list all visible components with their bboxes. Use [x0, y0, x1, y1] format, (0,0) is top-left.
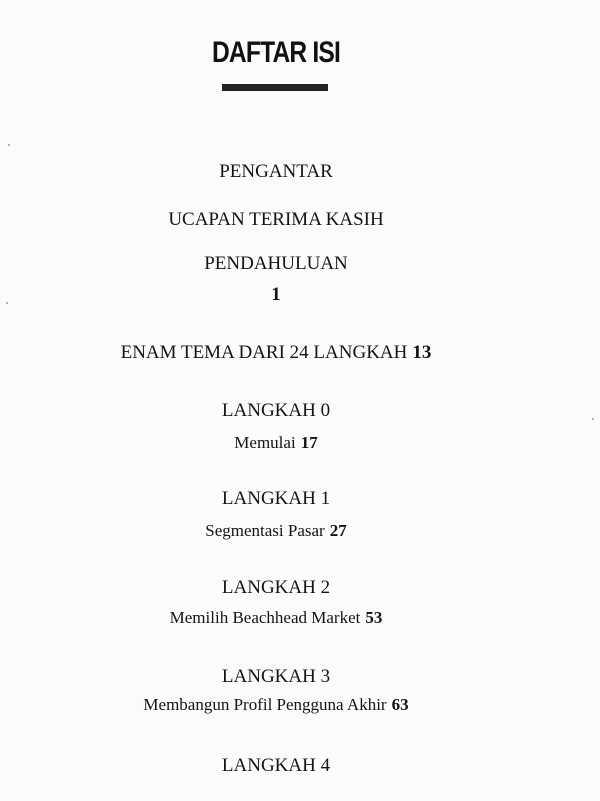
toc-entry-label: LANGKAH 2	[221, 577, 331, 598]
toc-entry-langkah-3	[0, 666, 552, 688]
toc-entry-label: LANGKAH 1	[221, 488, 331, 509]
toc-entry-label: Segmentasi Pasar	[205, 521, 325, 540]
page-title: DAFTAR ISI	[211, 36, 340, 69]
toc-entry-memulai	[0, 433, 552, 453]
toc-entry-label: PENDAHULUAN	[204, 253, 348, 274]
toc-entry-langkah-1	[0, 488, 552, 510]
toc-page-number: 63	[391, 695, 409, 714]
toc-entry-beachhead	[0, 608, 552, 628]
toc-entry-label: Memulai	[234, 433, 296, 452]
toc-entry-langkah-0	[0, 400, 552, 422]
title-underline	[222, 84, 328, 91]
toc-page-number: 53	[365, 608, 383, 627]
toc-entry-enam-tema	[0, 342, 552, 364]
toc-page-number: 13	[412, 342, 432, 363]
toc-page-number: 1	[271, 284, 281, 305]
toc-entry-pengantar	[0, 161, 552, 183]
toc-entry-langkah-2	[0, 577, 552, 599]
toc-entry-label: ENAM TEMA DARI 24 LANGKAH	[120, 342, 408, 363]
toc-entry-label: Membangun Profil Pengguna Akhir	[143, 695, 387, 714]
toc-entry-ucapan	[0, 209, 552, 231]
toc-entry-label: UCAPAN TERIMA KASIH	[168, 209, 384, 230]
toc-entry-segmentasi	[0, 521, 552, 541]
toc-entry-profil	[0, 695, 552, 715]
toc-entry-langkah-4	[0, 755, 552, 777]
toc-page-number: 27	[329, 521, 347, 540]
toc-entry-label: LANGKAH 0	[221, 400, 331, 421]
toc-entry-label: LANGKAH 4	[221, 755, 331, 776]
toc-entry-pendahuluan-page	[0, 284, 552, 306]
toc-entry-label: Memilih Beachhead Market	[169, 608, 361, 627]
toc-entry-label: LANGKAH 3	[221, 666, 331, 687]
toc-entry-pendahuluan	[0, 253, 552, 275]
toc-entry-label: PENGANTAR	[219, 161, 333, 182]
toc-page-number: 17	[300, 433, 318, 452]
